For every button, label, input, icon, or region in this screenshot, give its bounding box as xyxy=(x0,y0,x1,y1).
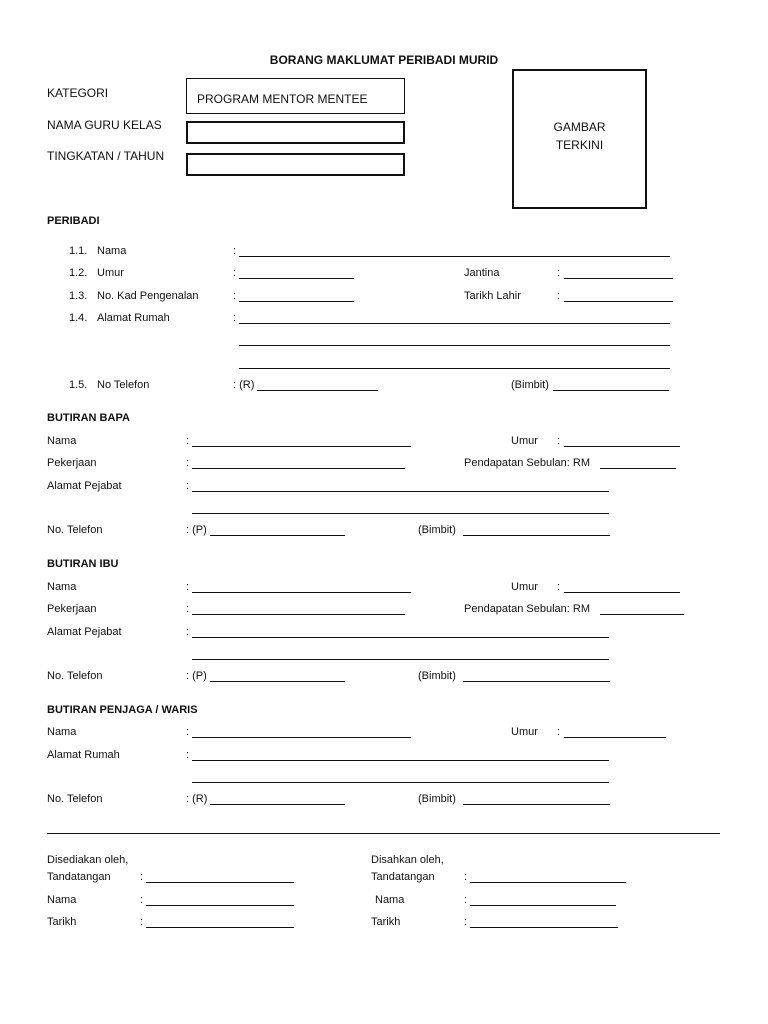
tarikh-lahir-label: Tarikh Lahir xyxy=(464,290,521,302)
disediakan-heading: Disediakan oleh, xyxy=(47,854,129,866)
jantina-label: Jantina xyxy=(464,267,500,279)
colon: : xyxy=(464,894,468,906)
penjaga-umur-line[interactable] xyxy=(564,737,666,738)
ic-label: No. Kad Pengenalan xyxy=(97,290,199,302)
bapa-bimbit-label: (Bimbit) xyxy=(418,524,456,536)
tingkatan-label: TINGKATAN / TAHUN xyxy=(47,149,165,163)
colon: : xyxy=(140,916,144,928)
right-tandatangan-line[interactable] xyxy=(470,882,626,883)
kategori-value: PROGRAM MENTOR MENTEE xyxy=(197,92,368,106)
bapa-pekerjaan-label: Pekerjaan xyxy=(47,457,97,469)
ibu-pendapatan-line[interactable] xyxy=(600,614,684,615)
photo-box[interactable] xyxy=(512,69,647,209)
colon: : xyxy=(557,581,561,593)
disahkan-heading: Disahkan oleh, xyxy=(371,854,444,866)
telefon-label: No Telefon xyxy=(97,379,150,391)
right-tandatangan-label: Tandatangan xyxy=(371,871,435,883)
alamat-line-1[interactable] xyxy=(239,323,670,324)
ibu-telefon-line[interactable] xyxy=(210,681,345,682)
bapa-telefon-label: No. Telefon xyxy=(47,524,103,536)
ic-line[interactable] xyxy=(239,301,354,302)
left-tarikh-label: Tarikh xyxy=(47,916,77,928)
left-nama-line[interactable] xyxy=(146,905,294,906)
colon: : xyxy=(464,916,468,928)
ibu-alamat-line-2[interactable] xyxy=(192,659,609,660)
telefon-rumah-prefix: : (R) xyxy=(233,379,255,391)
bapa-telefon-line[interactable] xyxy=(210,535,345,536)
colon: : xyxy=(186,603,190,615)
bapa-umur-label: Umur xyxy=(511,435,538,447)
item-number: 1.1. xyxy=(69,245,88,257)
colon: : xyxy=(186,581,190,593)
ibu-heading: BUTIRAN IBU xyxy=(47,558,119,570)
umur-label: Umur xyxy=(97,267,124,279)
item-number: 1.3. xyxy=(69,290,88,302)
left-tandatangan-line[interactable] xyxy=(146,882,294,883)
colon: : xyxy=(557,267,561,279)
item-number: 1.5. xyxy=(69,379,88,391)
ibu-bimbit-label: (Bimbit) xyxy=(418,670,456,682)
colon: : xyxy=(233,267,237,279)
form-title: BORANG MAKLUMAT PERIBADI MURID xyxy=(269,53,499,67)
guru-kelas-field[interactable] xyxy=(186,121,405,144)
right-nama-label: Nama xyxy=(375,894,405,906)
ibu-alamat-label: Alamat Pejabat xyxy=(47,626,122,638)
kategori-field[interactable] xyxy=(186,78,405,114)
colon: : xyxy=(186,726,190,738)
colon: : xyxy=(140,871,144,883)
penjaga-alamat-line-2[interactable] xyxy=(192,782,609,783)
photo-label-line1: GAMBAR xyxy=(553,120,606,134)
alamat-line-3[interactable] xyxy=(239,368,670,369)
bimbit-line[interactable] xyxy=(553,390,669,391)
bapa-heading: BUTIRAN BAPA xyxy=(47,412,130,424)
colon: : xyxy=(186,457,190,469)
peribadi-heading: PERIBADI xyxy=(47,215,100,227)
colon: : xyxy=(233,245,237,257)
penjaga-telefon-label: No. Telefon xyxy=(47,793,103,805)
colon: : xyxy=(140,894,144,906)
bapa-pekerjaan-line[interactable] xyxy=(192,468,405,469)
photo-label-line2: TERKINI xyxy=(555,138,604,152)
ibu-pendapatan-label: Pendapatan Sebulan: RM xyxy=(464,603,590,615)
right-nama-line[interactable] xyxy=(470,905,616,906)
bimbit-label: (Bimbit) xyxy=(511,379,549,391)
colon: : xyxy=(186,480,190,492)
colon: : xyxy=(557,290,561,302)
ibu-nama-line[interactable] xyxy=(192,592,411,593)
ibu-telefon-label: No. Telefon xyxy=(47,670,103,682)
ibu-alamat-line-1[interactable] xyxy=(192,637,609,638)
colon: : xyxy=(557,726,561,738)
penjaga-bimbit-line[interactable] xyxy=(463,804,610,805)
penjaga-bimbit-label: (Bimbit) xyxy=(418,793,456,805)
tingkatan-field[interactable] xyxy=(186,153,405,176)
left-tarikh-line[interactable] xyxy=(146,927,294,928)
right-tarikh-line[interactable] xyxy=(470,927,618,928)
colon: : xyxy=(186,749,190,761)
bapa-alamat-line-2[interactable] xyxy=(192,513,609,514)
left-nama-label: Nama xyxy=(47,894,77,906)
penjaga-telefon-prefix: : (R) xyxy=(186,793,208,805)
bapa-nama-line[interactable] xyxy=(192,446,411,447)
bapa-nama-label: Nama xyxy=(47,435,77,447)
penjaga-alamat-line-1[interactable] xyxy=(192,760,609,761)
bapa-pendapatan-line[interactable] xyxy=(600,468,676,469)
bapa-alamat-line-1[interactable] xyxy=(192,491,609,492)
ibu-umur-label: Umur xyxy=(511,581,538,593)
item-number: 1.2. xyxy=(69,267,88,279)
colon: : xyxy=(186,626,190,638)
guru-kelas-label: NAMA GURU KELAS xyxy=(47,118,162,132)
ibu-bimbit-line[interactable] xyxy=(463,681,610,682)
right-tarikh-label: Tarikh xyxy=(371,916,401,928)
item-number: 1.4. xyxy=(69,312,88,324)
penjaga-umur-label: Umur xyxy=(511,726,538,738)
penjaga-telefon-line[interactable] xyxy=(210,804,345,805)
ibu-nama-label: Nama xyxy=(47,581,77,593)
bapa-alamat-label: Alamat Pejabat xyxy=(47,480,122,492)
colon: : xyxy=(233,312,237,324)
penjaga-heading: BUTIRAN PENJAGA / WARIS xyxy=(47,704,198,716)
ibu-pekerjaan-label: Pekerjaan xyxy=(47,603,97,615)
penjaga-nama-label: Nama xyxy=(47,726,77,738)
penjaga-alamat-label: Alamat Rumah xyxy=(47,749,120,761)
colon: : xyxy=(186,435,190,447)
ibu-umur-line[interactable] xyxy=(564,592,680,593)
bapa-telefon-prefix: : (P) xyxy=(186,524,207,536)
bapa-bimbit-line[interactable] xyxy=(463,535,610,536)
section-divider xyxy=(47,833,720,834)
telefon-rumah-line[interactable] xyxy=(257,390,378,391)
kategori-label: KATEGORI xyxy=(47,86,109,100)
alamat-line-2[interactable] xyxy=(239,345,670,346)
ibu-telefon-prefix: : (P) xyxy=(186,670,207,682)
colon: : xyxy=(557,435,561,447)
jantina-line[interactable] xyxy=(564,278,673,279)
bapa-pendapatan-label: Pendapatan Sebulan: RM xyxy=(464,457,590,469)
nama-label: Nama xyxy=(97,245,127,257)
colon: : xyxy=(233,290,237,302)
alamat-rumah-label: Alamat Rumah xyxy=(97,312,170,324)
tarikh-lahir-line[interactable] xyxy=(564,301,673,302)
nama-line[interactable] xyxy=(239,256,670,257)
colon: : xyxy=(464,871,468,883)
bapa-umur-line[interactable] xyxy=(564,446,680,447)
left-tandatangan-label: Tandatangan xyxy=(47,871,111,883)
ibu-pekerjaan-line[interactable] xyxy=(192,614,405,615)
umur-line[interactable] xyxy=(239,278,354,279)
penjaga-nama-line[interactable] xyxy=(192,737,411,738)
